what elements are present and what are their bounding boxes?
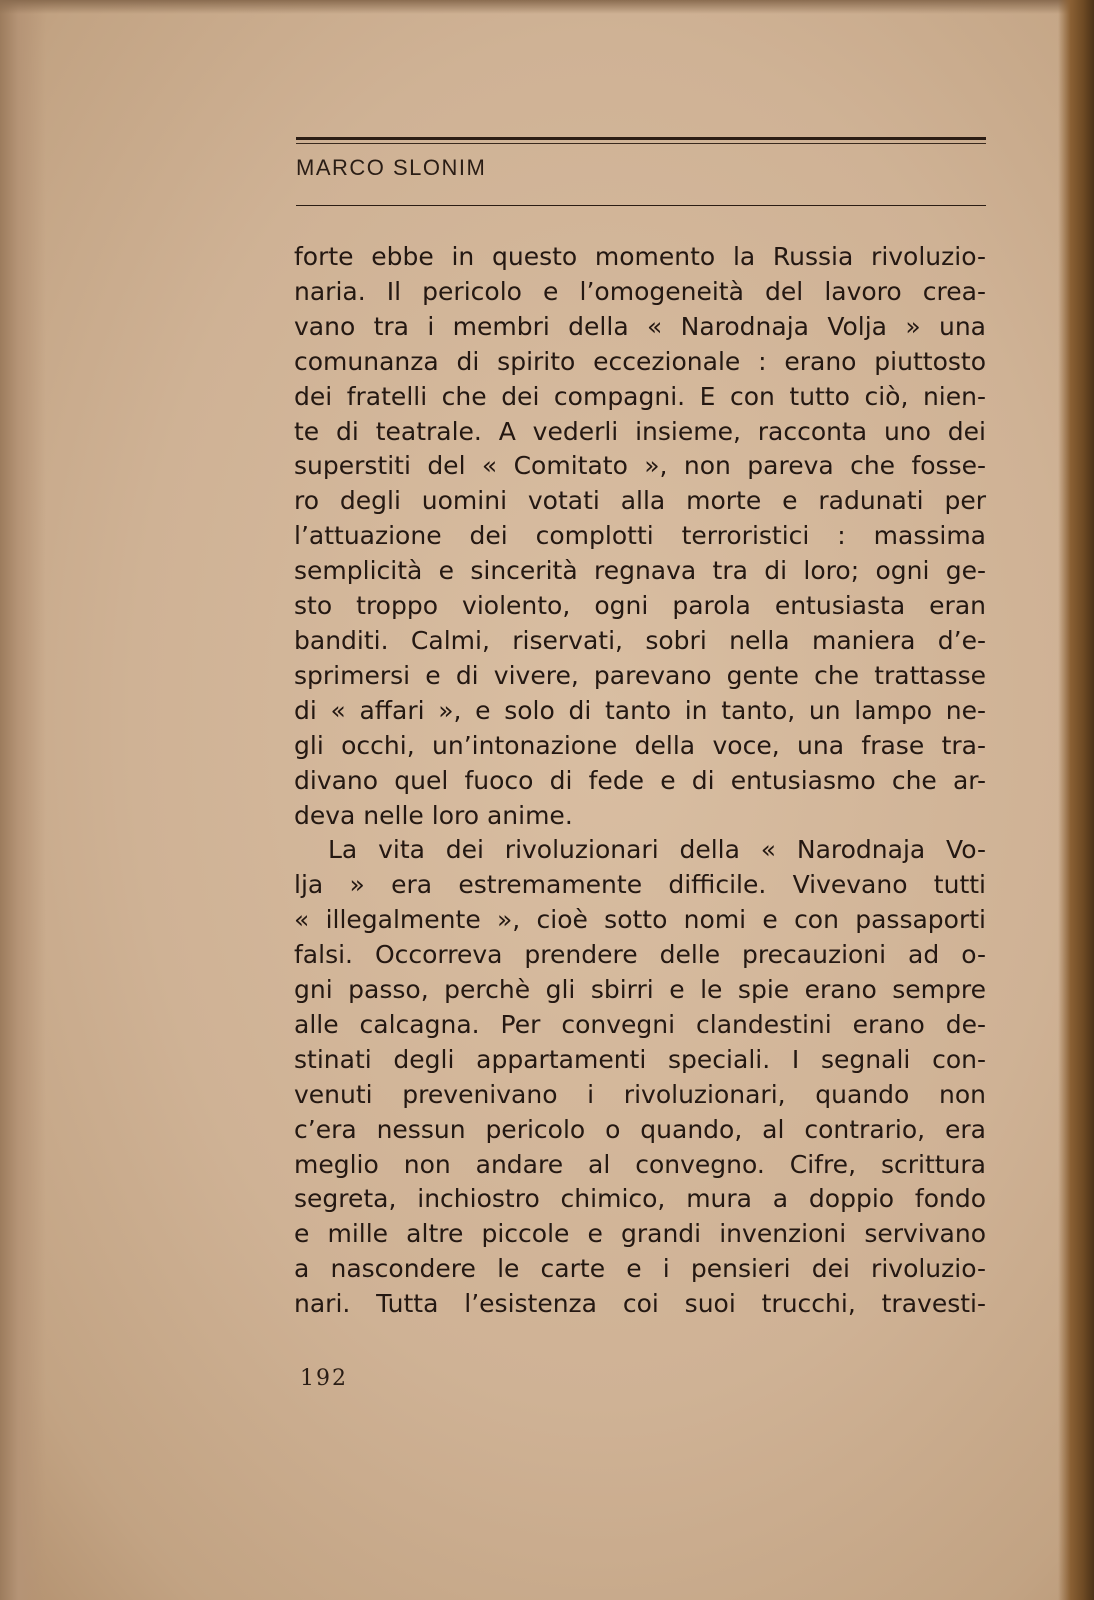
text-line: sto troppo violento, ogni parola entusiasta eran	[294, 591, 986, 621]
text-line: falsi. Occorreva prendere delle precauzioni ad o-	[294, 940, 986, 970]
header-rule-bottom	[296, 205, 986, 206]
page-top-edge	[0, 0, 1094, 14]
text-line: l’attuazione dei complotti terroristici : massima	[294, 521, 986, 551]
text-line: semplicità e sincerità regnava tra di loro; ogni ge-	[294, 556, 986, 586]
text-line: venuti prevenivano i rivoluzionari, quando non	[294, 1079, 986, 1109]
text-line: « illegalmente », cioè sotto nomi e con passaporti	[294, 905, 986, 935]
text-line: vano tra i membri della « Narodnaja Volja » una	[294, 311, 986, 341]
text-line: c’era nessun pericolo o quando, al contrario, era	[294, 1114, 986, 1144]
page-number: 192	[300, 1366, 348, 1391]
text-line: dei fratelli che dei compagni. E con tutto ciò, nien-	[294, 381, 986, 411]
header-rule-top	[296, 137, 986, 140]
text-line: a nascondere le carte e i pensieri dei rivoluzio-	[294, 1254, 986, 1284]
text-line: ro degli uomini votati alla morte e radunati per	[294, 486, 986, 516]
text-line: segreta, inchiostro chimico, mura a doppio fondo	[294, 1184, 986, 1214]
text-line: forte ebbe in questo momento la Russia rivoluzio-	[294, 242, 986, 271]
paragraph-end-line: deva nelle loro anime.	[294, 800, 573, 830]
text-line: meglio non andare al convegno. Cifre, scrittura	[294, 1149, 986, 1179]
page-binding-edge	[1058, 0, 1094, 1600]
text-line: gni passo, perchè gli sbirri e le spie erano sempre	[294, 975, 986, 1005]
text-line: stinati degli appartamenti speciali. I segnali con-	[294, 1044, 986, 1074]
text-line: divano quel fuoco di fede e di entusiasmo che ar-	[294, 765, 986, 795]
running-head: MARCO SLONIM	[296, 155, 487, 180]
page-left-edge	[0, 0, 46, 1600]
text-line: di « affari », e solo di tanto in tanto, un lampo ne-	[294, 695, 986, 725]
text-line: nari. Tutta l’esistenza coi suoi trucchi, travesti-	[294, 1289, 986, 1319]
text-line: te di teatrale. A vederli insieme, racconta uno dei	[294, 416, 986, 446]
text-line: gli occhi, un’intonazione della voce, una frase tra-	[294, 730, 986, 760]
body-text	[294, 240, 986, 1322]
text-line: superstiti del « Comitato », non pareva che fosse-	[294, 451, 986, 481]
header-rule-top-thin	[296, 143, 986, 144]
text-line: alle calcagna. Per convegni clandestini erano de-	[294, 1009, 986, 1039]
text-line: lja » era estremamente difficile. Vivevano tutti	[294, 870, 986, 900]
text-line: sprimersi e di vivere, parevano gente che trattasse	[294, 660, 986, 690]
text-line: banditi. Calmi, riservati, sobri nella maniera d’e-	[294, 625, 986, 655]
text-line: e mille altre piccole e grandi invenzioni servivano	[294, 1219, 986, 1249]
text-line: naria. Il pericolo e l’omogeneità del lavoro crea-	[294, 276, 986, 306]
paragraph-start-line: La vita dei rivoluzionari della « Narodnaja Vo-	[328, 835, 986, 865]
text-line: comunanza di spirito eccezionale : erano piuttosto	[294, 346, 986, 376]
